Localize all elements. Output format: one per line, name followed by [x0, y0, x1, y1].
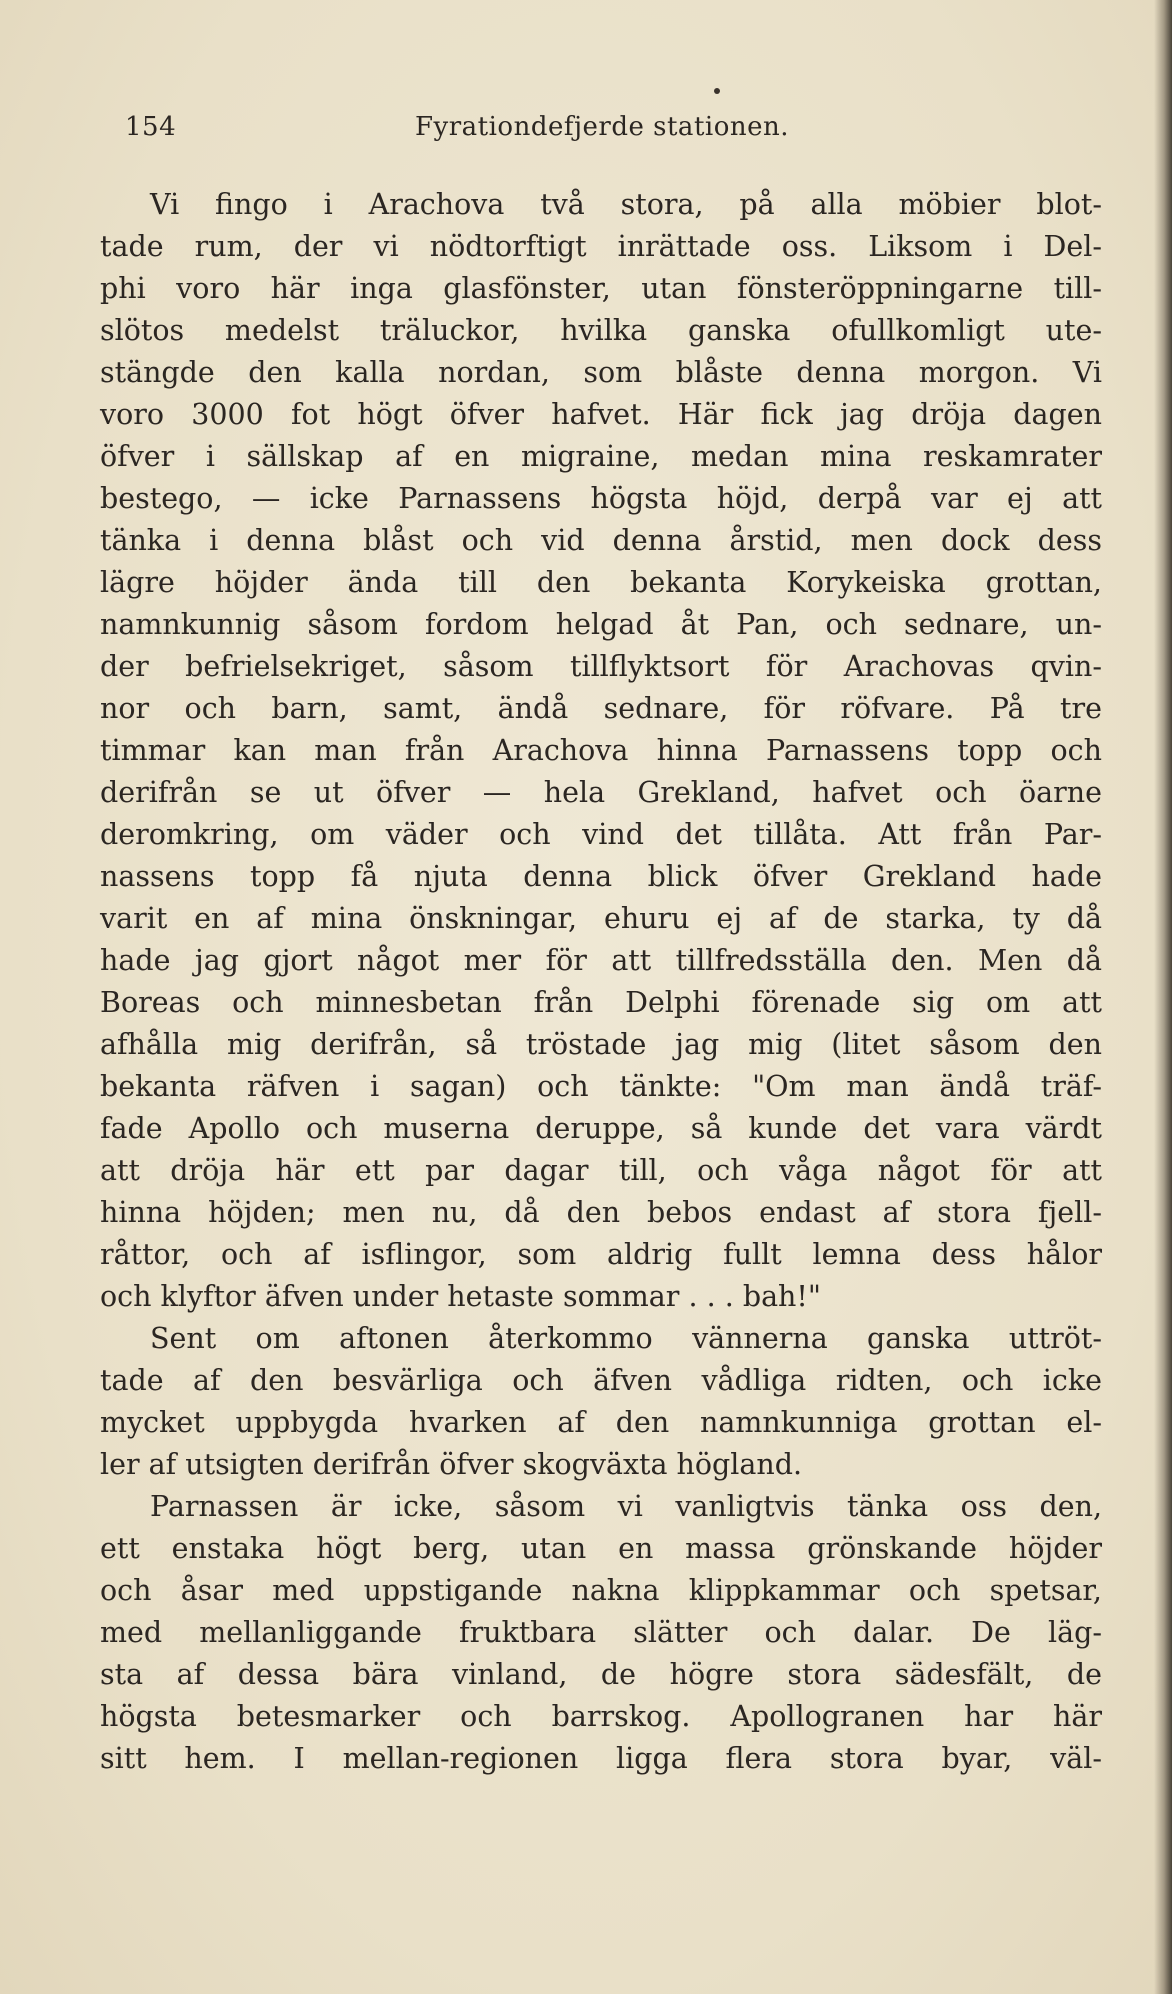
text-line: phi voro här inga glasfönster, utan fönsteröppningarne till-	[100, 272, 1102, 305]
text-line: lägre höjder ända till den bekanta Korykeiska grottan,	[100, 566, 1102, 599]
text-line: högsta betesmarker och barrskog. Apollogranen har här	[100, 1700, 1102, 1733]
printing-speck	[714, 88, 720, 94]
text-line: stängde den kalla nordan, som blåste denna morgon. Vi	[100, 356, 1102, 389]
text-line: tade rum, der vi nödtorftigt inrättade oss. Liksom i Del-	[100, 230, 1102, 263]
text-line: och åsar med uppstigande nakna klippkammar och spetsar,	[100, 1574, 1102, 1607]
text-line: mycket uppbygda hvarken af den namnkunniga grottan el-	[100, 1406, 1102, 1439]
text-line: deromkring, om väder och vind det tillåta. Att från Par-	[100, 818, 1102, 851]
text-line: råttor, och af isflingor, som aldrig fullt lemna dess hålor	[100, 1238, 1102, 1271]
text-line: tänka i denna blåst och vid denna årstid, men dock dess	[100, 524, 1102, 557]
text-line: timmar kan man från Arachova hinna Parnassens topp och	[100, 734, 1102, 767]
text-line: sitt hem. I mellan-regionen ligga flera stora byar, väl-	[100, 1742, 1102, 1775]
text-line: afhålla mig derifrån, så tröstade jag mig (litet såsom den	[100, 1028, 1102, 1061]
text-line: sta af dessa bära vinland, de högre stora sädesfält, de	[100, 1658, 1102, 1691]
text-line: slötos medelst träluckor, hvilka ganska ofullkomligt ute-	[100, 314, 1102, 347]
text-line: med mellanliggande fruktbara slätter och dalar. De läg-	[100, 1616, 1102, 1649]
text-line: nor och barn, samt, ändå sednare, för röfvare. På tre	[100, 692, 1102, 725]
page-header	[125, 112, 1105, 156]
text-line: öfver i sällskap af en migraine, medan mina reskamrater	[100, 440, 1102, 473]
body-text	[100, 184, 1102, 1780]
text-line: hinna höjden; men nu, då den bebos endast af stora fjell-	[100, 1196, 1102, 1229]
text-line: voro 3000 fot högt öfver hafvet. Här fick jag dröja dagen	[100, 398, 1102, 431]
text-line: namnkunnig såsom fordom helgad åt Pan, och sednare, un-	[100, 608, 1102, 641]
text-line: nassens topp få njuta denna blick öfver Grekland hade	[100, 860, 1102, 893]
running-title: Fyrationdefjerde stationen.	[415, 112, 789, 142]
text-line: fade Apollo och muserna deruppe, så kunde det vara värdt	[100, 1112, 1102, 1145]
text-line: varit en af mina önskningar, ehuru ej af de starka, ty då	[100, 902, 1102, 935]
text-line: bekanta räfven i sagan) och tänkte: "Om man ändå träf-	[100, 1070, 1102, 1103]
text-line: Boreas och minnesbetan från Delphi förenade sig om att	[100, 986, 1102, 1019]
text-line: hade jag gjort något mer för att tillfredsställa den. Men då	[100, 944, 1102, 977]
text-line: ler af utsigten derifrån öfver skogväxta högland.	[100, 1448, 803, 1481]
text-line: bestego, — icke Parnassens högsta höjd, derpå var ej att	[100, 482, 1102, 515]
text-line: Sent om aftonen återkommo vännerna ganska uttröt-	[150, 1322, 1102, 1355]
text-line: ett enstaka högt berg, utan en massa grönskande höjder	[100, 1532, 1102, 1565]
text-line: derifrån se ut öfver — hela Grekland, hafvet och öarne	[100, 776, 1102, 809]
text-line: Vi fingo i Arachova två stora, på alla möbier blot-	[150, 188, 1102, 221]
text-line: der befrielsekriget, såsom tillflyktsort för Arachovas qvin-	[100, 650, 1102, 683]
text-line: Parnassen är icke, såsom vi vanligtvis tänka oss den,	[150, 1490, 1102, 1523]
text-line: och klyftor äfven under hetaste sommar . . . bah!"	[100, 1280, 821, 1313]
text-line: att dröja här ett par dagar till, och våga något för att	[100, 1154, 1102, 1187]
page-edge-shadow	[1154, 0, 1172, 1994]
text-line: tade af den besvärliga och äfven vådliga ridten, och icke	[100, 1364, 1102, 1397]
page-number: 154	[125, 112, 177, 142]
